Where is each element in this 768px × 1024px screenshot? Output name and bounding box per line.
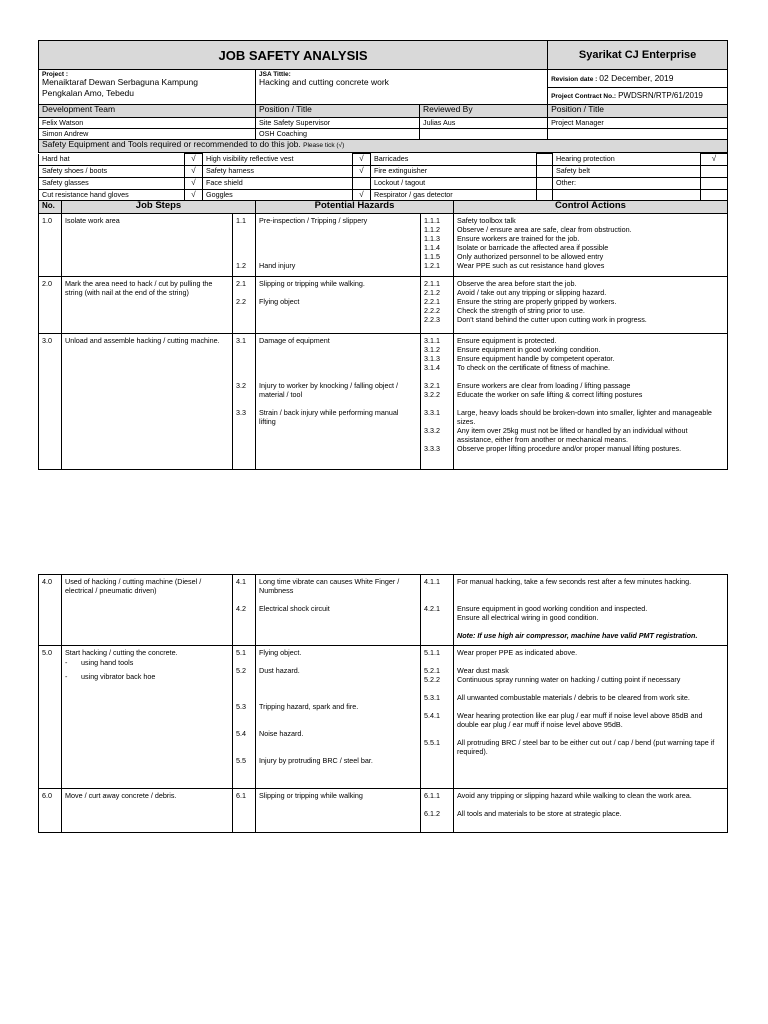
control-text: Observe the area before start the job. [457,279,577,289]
step-cell [62,575,233,646]
control-number: 3.1.1 [424,336,440,346]
control-text: Any item over 25kg must not be lifted or handled by an individual without assistance, either from another or mechanical means. [457,426,688,445]
control-text: Note: If use high air compressor, machine have valid PMT registration. [457,631,698,640]
step-sub-item-text: using hand tools [81,658,134,668]
control-number: 2.1.1 [424,279,440,289]
equipment-tick-box[interactable] [537,154,553,166]
control-number: 6.1.1 [424,790,440,800]
hazard-number: 1.1 [236,216,246,225]
reviewer: Julias Aus [420,118,548,129]
control-number: 3.2.1 [424,381,440,391]
control-text: Safety toolbox talk [457,216,516,225]
hazard-text-column [256,646,421,789]
control-text: Avoid any tripping or slipping hazard while walking to clean the work area. [457,790,692,800]
col-potential-hazards: Potential Hazards [256,201,454,214]
control-text: Wear proper PPE as indicated above. [457,648,578,658]
equipment-item: Hard hat [39,154,185,166]
equipment-item: Safety belt [553,166,701,178]
revision-date-value: 02 December, 2019 [599,73,674,83]
team-position: OSH Coaching [256,129,420,140]
step-number: 2.0 [39,277,62,334]
equipment-item: Goggles [203,190,353,202]
equipment-tick-box[interactable]: √ [185,178,203,190]
hazard-number: 6.1 [236,790,246,800]
company-name: Syarikat CJ Enterprise [548,41,728,70]
control-text: Isolate or barricade the affected area if possible [457,243,609,252]
revision-date-label: Revision date : [551,76,598,83]
step-number: 4.0 [39,575,62,646]
control-text: Ensure equipment in good working condition. [457,345,601,355]
control-number: 2.2.2 [424,306,440,316]
control-number: 1.2.1 [424,261,440,270]
control-number: 5.2.2 [424,675,440,685]
step-number: 3.0 [39,334,62,470]
control-number: 3.1.3 [424,354,440,364]
hazard-number: 2.1 [236,279,246,289]
control-number: 1.1.1 [424,216,440,225]
control-number: 5.2.1 [424,666,440,676]
control-text: All tools and materials to be store at strategic place. [457,808,622,818]
control-number-column [421,788,454,832]
control-number: 5.1.1 [424,648,440,658]
step-cell [62,646,233,789]
col-job-steps: Job Steps [62,201,256,214]
equipment-item: High visibility reflective vest [203,154,353,166]
hazard-text: Noise hazard. [259,729,304,739]
equipment-tick-box[interactable]: √ [185,154,203,166]
equipment-grid [38,153,728,202]
equipment-tick-box[interactable] [537,166,553,178]
step-sub-item [65,658,229,667]
control-text-column [454,788,728,832]
control-text: Ensure equipment in good working condition and inspected. [457,604,648,613]
control-text: Ensure the string are properly gripped by workers. [457,297,617,307]
equipment-heading-text: Safety Equipment and Tools required or recommended to do this job. [42,139,301,149]
hazard-number: 1.2 [236,261,246,270]
team-member: Simon Andrew [39,129,256,140]
control-text: Large, heavy loads should be broken-down into smaller, lighter and manageable sizes. [457,408,712,427]
equipment-item: Safety glasses [39,178,185,190]
hazard-text: Pre-inspection / Tripping / slippery [259,216,368,225]
control-number: 3.2.2 [424,390,440,400]
project-value-line1: Menaiktaraf Dewan Serbaguna Kampung [42,77,198,87]
contract-label: Project Contract No.: [551,92,617,100]
control-number-column [421,575,454,646]
control-number: 1.1.4 [424,243,440,252]
control-number: 3.1.2 [424,345,440,355]
control-number: 1.1.2 [424,225,440,234]
hazard-text: Strain / back injury while performing manual lifting [259,408,399,427]
equipment-item: Safety harness [203,166,353,178]
hazard-number: 5.5 [236,756,246,766]
hazard-number: 5.2 [236,666,246,676]
jsa-steps-part-1 [38,200,728,470]
step-description: Used of hacking / cutting machine (Diesel / electrical / pneumatic driven) [65,577,202,595]
revision-date-cell [548,70,728,88]
control-number: 4.1.1 [424,577,440,586]
step-number: 6.0 [39,788,62,832]
hazard-text-column [256,214,421,277]
col-no: No. [39,201,62,214]
hazard-number: 5.1 [236,648,246,658]
control-text: Educate the worker on safe lifting & correct lifting postures [457,390,643,400]
hazard-number-column [233,788,256,832]
hazard-text: Hand injury [259,261,296,270]
dash-bullet-icon: - [65,672,68,682]
step-description: Start hacking / cutting the concrete. [65,648,178,658]
hazard-text: Dust hazard. [259,666,300,676]
control-text: Check the strength of string prior to use. [457,306,585,316]
hazard-number-column [233,646,256,789]
step-sub-item [65,672,229,681]
control-text: For manual hacking, take a few seconds rest after a few minutes hacking. [457,577,692,586]
team-position: Site Safety Supervisor [256,118,420,129]
control-text: Avoid / take out any tripping or slipping hazard. [457,288,607,298]
control-text: All unwanted combustable materials / debris to be cleared from work site. [457,693,690,703]
step-number: 1.0 [39,214,62,277]
control-text-column [454,214,728,277]
step-number: 5.0 [39,646,62,789]
hazard-number: 2.2 [236,297,246,307]
hazard-text: Damage of equipment [259,336,330,346]
project-label: Project : [42,71,69,78]
control-text-column [454,277,728,334]
hazard-text-column [256,277,421,334]
equipment-heading [39,140,728,153]
step-description: Mark the area need to hack / cut by pulling the string (with nail at the end of the string) [65,279,213,298]
hazard-number-column [233,214,256,277]
equipment-item: Fire extinguisher [371,166,537,178]
control-number-column [421,646,454,789]
equipment-tick-box[interactable]: √ [185,190,203,202]
control-number: 5.3.1 [424,693,440,703]
control-text: All protruding BRC / steel bar to be either cut out / cap / bend (put warning tape if required). [457,738,715,757]
team-header-reviewed: Reviewed By [420,105,548,118]
equipment-item: Face shield [203,178,353,190]
reviewer [420,129,548,140]
hazard-text: Injury by protruding BRC / steel bar. [259,756,373,766]
equipment-tick-box[interactable]: √ [701,154,728,166]
step-row [39,334,728,470]
control-text: To check on the certificate of fitness of machine. [457,363,611,373]
team-member: Felix Watson [39,118,256,129]
hazard-number: 3.2 [236,381,246,391]
control-number-column [421,334,454,470]
contract-value: PWDSRN/RTP/61/2019 [618,90,703,100]
control-number: 5.4.1 [424,711,440,721]
hazard-text: Slipping or tripping while walking. [259,279,365,289]
contract-cell [548,88,728,105]
hazard-text: Long time vibrate can causes White Finger / Numbness [259,577,400,595]
equipment-heading-note: Please tick (√) [303,142,345,149]
control-text: Wear dust mask [457,666,509,676]
team-header-position: Position / Title [256,105,420,118]
col-control-actions: Control Actions [454,201,728,214]
control-number: 1.1.3 [424,234,440,243]
control-text: Wear PPE such as cut resistance hand gloves [457,261,605,270]
hazard-number-column [233,575,256,646]
control-number: 2.2.1 [424,297,440,307]
control-number: 3.3.3 [424,444,440,454]
step-description: Move / curt away concrete / debris. [65,790,177,800]
hazard-number: 5.4 [236,729,246,739]
step-row [39,788,728,832]
hazard-number: 4.2 [236,604,246,613]
reviewer-position [548,129,728,140]
equipment-item: Respirator / gas detector [371,190,537,202]
hazard-number: 4.1 [236,577,246,586]
jsa-title-cell [256,70,548,105]
hazard-number: 5.3 [236,702,246,712]
hazard-text: Slipping or tripping while walking [259,790,363,800]
document-title: JOB SAFETY ANALYSIS [39,41,548,70]
step-cell [62,277,233,334]
team-header-development: Development Team [39,105,256,118]
equipment-item: Barricades [371,154,537,166]
control-text: Observe / ensure area are safe, clear from obstruction. [457,225,632,234]
equipment-item: Hearing protection [553,154,701,166]
control-text: Ensure all electrical wiring in good condition. [457,613,599,622]
hazard-text-column [256,334,421,470]
hazard-number-column [233,277,256,334]
control-text-column [454,646,728,789]
dash-bullet-icon: - [65,658,68,668]
step-description: Unload and assemble hacking / cutting machine. [65,336,220,346]
step-cell [62,214,233,277]
hazard-text: Flying object. [259,648,302,658]
equipment-item: Safety shoes / boots [39,166,185,178]
control-number-column [421,214,454,277]
step-row [39,214,728,277]
equipment-item: Other: [553,178,701,190]
hazard-text-column [256,788,421,832]
reviewer-position: Project Manager [548,118,728,129]
hazard-number: 3.3 [236,408,246,418]
control-number: 3.1.4 [424,363,440,373]
control-text: Wear hearing protection like ear plug / ear muff if noise level above 85dB and double ear plug / ear muff if noise level above 95dB. [457,711,703,730]
equipment-tick-box[interactable] [701,178,728,190]
equipment-item: Lockout / tagout [371,178,537,190]
control-text: Continuous spray running water on hacking / cutting point if necessary [457,675,681,685]
step-cell [62,334,233,470]
jsa-table-page-top [38,40,728,153]
hazard-text-column [256,575,421,646]
project-cell [39,70,256,105]
control-number: 6.1.2 [424,808,440,818]
step-row [39,646,728,789]
step-cell [62,788,233,832]
control-text: Only authorized personnel to be allowed entry [457,252,604,261]
equipment-tick-box[interactable]: √ [353,154,371,166]
control-text: Ensure workers are clear from loading / lifting passage [457,381,631,391]
control-text-column [454,334,728,470]
control-number: 5.5.1 [424,738,440,748]
equipment-tick-box[interactable]: √ [353,166,371,178]
control-number: 1.1.5 [424,252,440,261]
control-number-column [421,277,454,334]
control-number: 3.3.1 [424,408,440,418]
equipment-tick-box[interactable] [701,166,728,178]
control-text: Ensure workers are trained for the job. [457,234,580,243]
control-text-column [454,575,728,646]
step-row [39,575,728,646]
hazard-text: Injury to worker by knocking / falling object / material / tool [259,381,399,400]
hazard-text: Electrical shock circuit [259,604,330,613]
project-value-line2: Pengkalan Amo, Tebedu [42,87,134,98]
hazard-text: Flying object [259,297,300,307]
hazard-number: 3.1 [236,336,246,346]
control-number: 3.3.2 [424,426,440,436]
jsa-title-label: JSA Tittle: [259,71,291,78]
control-number: 4.2.1 [424,604,440,613]
control-text: Ensure equipment is protected. [457,336,557,346]
equipment-tick-box[interactable]: √ [353,190,371,202]
hazard-number-column [233,334,256,470]
control-number: 2.2.3 [424,315,440,325]
jsa-title-value: Hacking and cutting concrete work [259,77,389,87]
step-sub-item-text: using vibrator back hoe [81,672,156,682]
control-number: 2.1.2 [424,288,440,298]
equipment-tick-box[interactable] [353,178,371,190]
team-header-position-2: Position / Title [548,105,728,118]
equipment-tick-box[interactable] [537,178,553,190]
control-text: Observe proper lifting procedure and/or proper manual lifting postures. [457,444,682,454]
step-row [39,277,728,334]
jsa-steps-part-2 [38,574,728,833]
step-description: Isolate work area [65,216,120,225]
equipment-tick-box[interactable]: √ [185,166,203,178]
hazard-text: Tripping hazard, spark and fire. [259,702,359,712]
control-text: Ensure equipment handle by competent operator. [457,354,615,364]
control-text: Don’t stand behind the cutter upon cutting work in progress. [457,315,647,325]
equipment-item: Cut resistance hand gloves [39,190,185,202]
